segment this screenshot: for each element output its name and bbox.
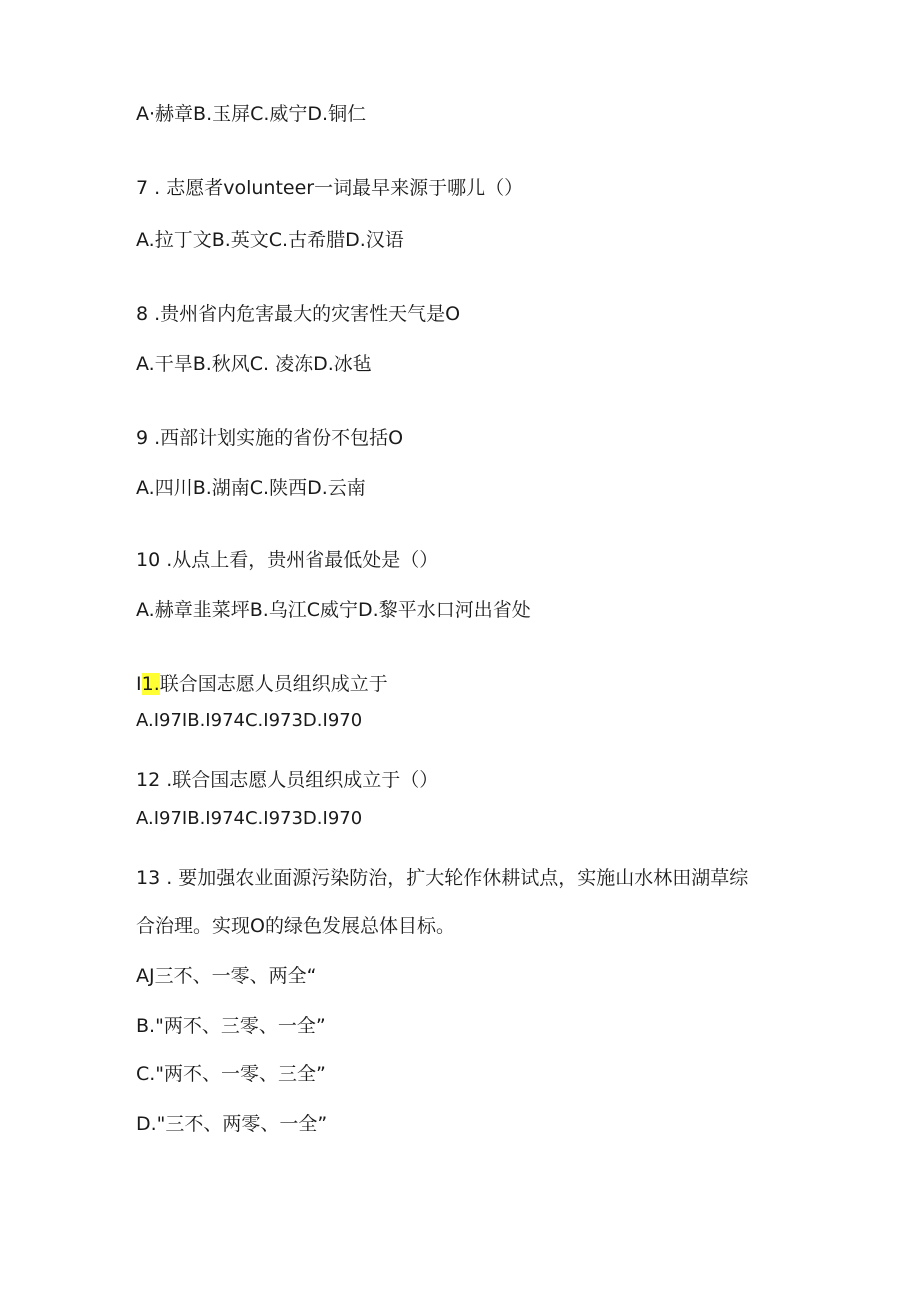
q11-options: A.I97IB.I974C.I973D.I970 <box>136 710 363 731</box>
q13-question-line2: 合治理。实现O的绿色发展总体目标。 <box>136 915 455 937</box>
q8-options: A.干旱B.秋风C. 凌冻D.冰毡 <box>136 353 372 375</box>
q10-options: A.赫章韭菜坪B.乌江C威宁D.黎平水口河出省处 <box>136 599 531 621</box>
q11-question: 联合国志愿人员组织成立于 <box>159 673 388 695</box>
q9-question: 9 .西部计划实施的省份不包括O <box>136 427 404 449</box>
q12-question: 12 .联合国志愿人员组织成立于（） <box>136 769 439 791</box>
q11-number-highlight: 1. <box>141 673 160 695</box>
q10-question: 10 .从点上看，贵州省最低处是（） <box>136 549 439 571</box>
q13-option-b: B."两不、三零、一全” <box>136 1015 326 1037</box>
q12-options: A.I97IB.I974C.I973D.I970 <box>136 808 363 829</box>
q11-question-line <box>136 672 388 696</box>
q8-question: 8 .贵州省内危害最大的灾害性天气是O <box>136 303 461 325</box>
q13-option-a: AJ三不、一零、两全“ <box>136 965 317 987</box>
q13-option-d: D."三不、两零、一全” <box>136 1113 328 1135</box>
q13-option-c: C."两不、一零、三全” <box>136 1063 326 1085</box>
q13-question-line1: 13 . 要加强农业面源污染防治，扩大轮作休耕试点，实施山水林田湖草综 <box>136 867 749 889</box>
q7-question: 7 . 志愿者volunteer一词最早来源于哪儿（） <box>136 177 524 199</box>
q7-options: A.拉丁文B.英文C.古希腊D.汉语 <box>136 229 404 251</box>
q11-number-prefix: I <box>136 673 142 695</box>
q6-options: A·赫章B.玉屏C.威宁D.铜仁 <box>136 103 367 125</box>
q9-options: A.四川B.湖南C.陕西D.云南 <box>136 477 366 499</box>
